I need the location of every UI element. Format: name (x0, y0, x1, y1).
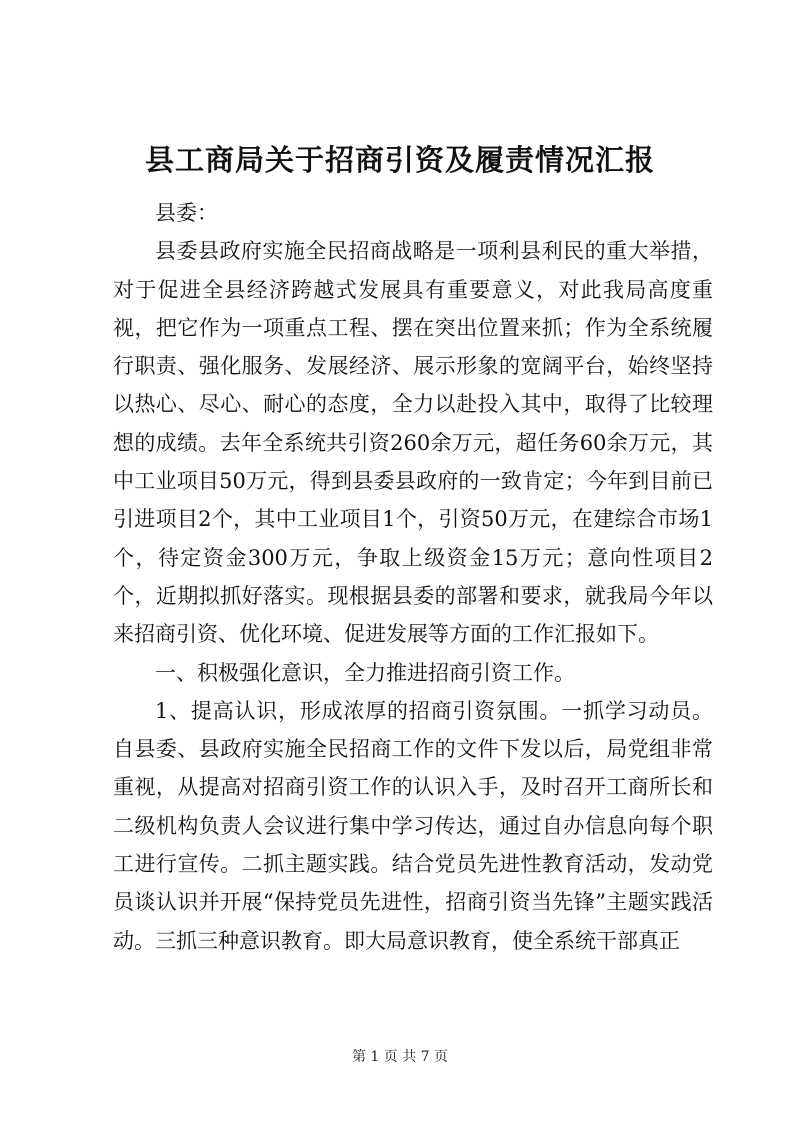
document-body (113, 194, 713, 960)
paragraph-intro: 县委县政府实施全民招商战略是一项利县利民的重大举措，对于促进全县经济跨越式发展具有重要意义，对此我局高度重视，把它作为一项重点工程、摆在突出位置来抓；作为全系统履行职责、强化服务、发展经济、展示形象的宽阔平台，始终坚持以热心、尽心、耐心的态度，全力以赴投入其中，取得了比较理想的成绩。去年全系统共引资260余万元，超任务60余万元，其中工业项目50万元，得到县委县政府的一致肯定；今年到目前已引进项目2个，其中工业项目1个，引资50万元，在建综合市场1个，待定资金300万元，争取上级资金15万元；意向性项目2个，近期拟抓好落实。现根据县委的部署和要求，就我局今年以来招商引资、优化环境、促进发展等方面的工作汇报如下。 (113, 239, 713, 647)
salutation: 县委： (155, 201, 218, 225)
paragraph-1-1: 1、提高认识，形成浓厚的招商引资氛围。一抓学习动员。自县委、县政府实施全民招商工作的文件下发以后，局党组非常重视，从提高对招商引资工作的认识入手，及时召开工商所长和二级机构负责人会议进行集中学习传达，通过自办信息向每个职工进行宣传。二抓主题实践。结合党员先进性教育活动，发动党员谈认识并开展“保持党员先进性，招商引资当先锋”主题实践活动。三抓三种意识教育。即大局意识教育，使全系统干部真正 (113, 698, 713, 953)
page-number-footer: 第 1 页 共 7 页 (351, 1049, 449, 1065)
page-title: 县工商局关于招商引资及履责情况汇报 (144, 143, 655, 177)
section-heading-1: 一、积极强化意识，全力推进招商引资工作。 (155, 660, 575, 685)
